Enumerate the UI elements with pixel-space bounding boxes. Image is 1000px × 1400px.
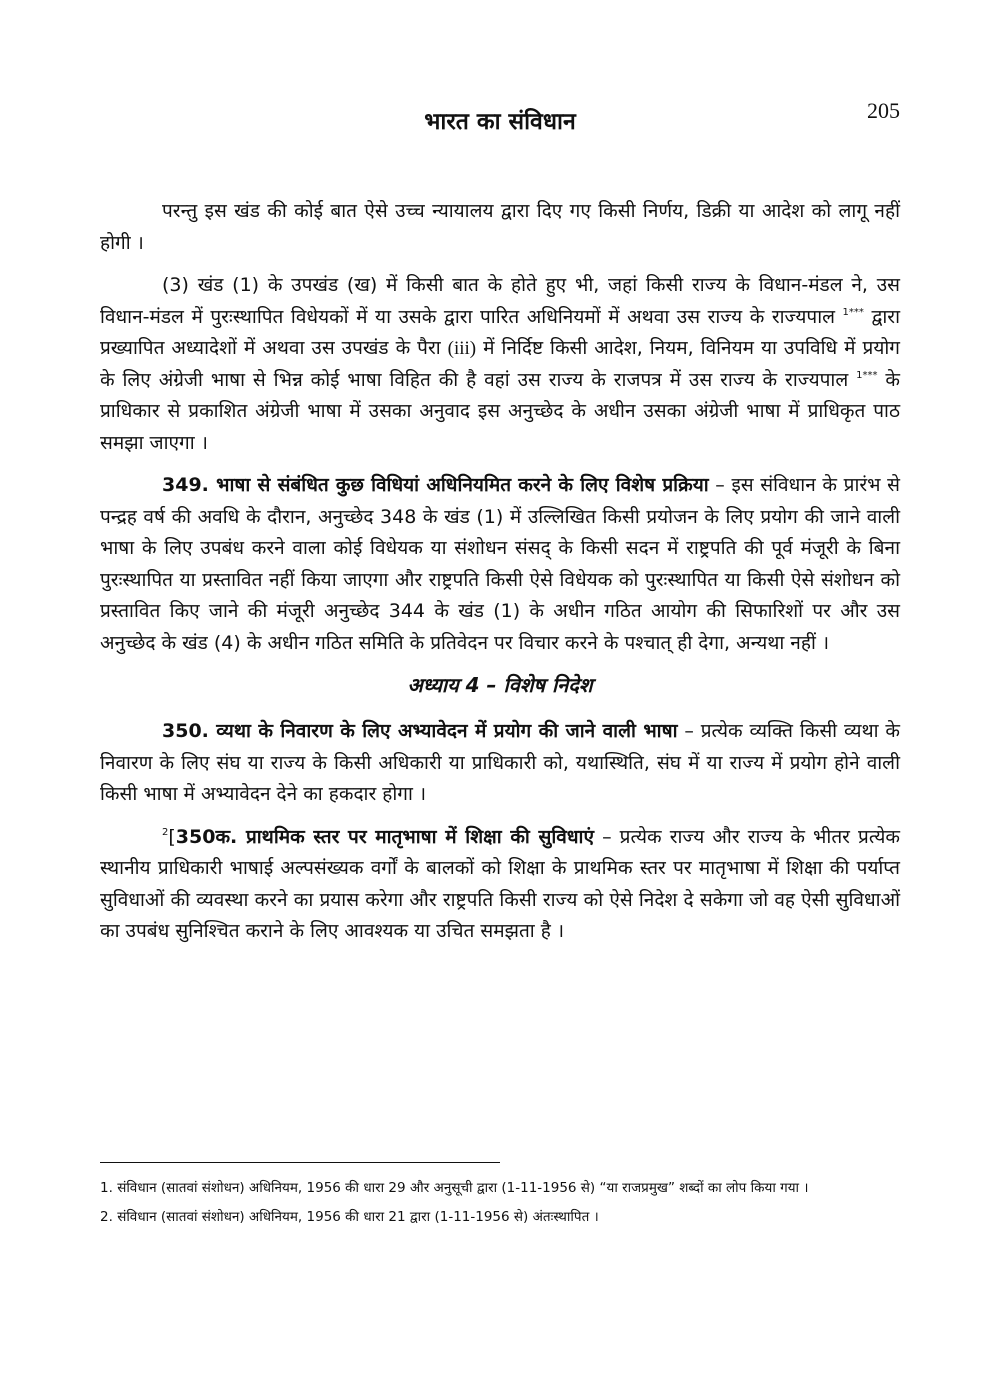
proviso-paragraph: परन्तु इस खंड की कोई बात ऐसे उच्च न्यायालय द्वारा दिए गए किसी निर्णय, डिक्री या आदेश को लागू नहीं होगी ।	[100, 200, 900, 254]
article-350a-heading: 350क. प्राथमिक स्तर पर मातृभाषा में शिक्षा की सुविधाएं	[175, 825, 594, 848]
article-350a-bracket: [	[168, 825, 176, 848]
footnote-ref-1a: 1***	[842, 306, 864, 318]
footnote-text: संविधान (सातवां संशोधन) अधिनियम, 1956 की धारा 21 द्वारा (1-11-1956 से) अंतःस्थापित ।	[117, 1209, 599, 1225]
article-350a-text: प्रत्येक राज्य और राज्य के भीतर प्रत्येक स्थानीय प्राधिकारी भाषाई अल्पसंख्यक वर्गों के बालकों को शिक्षा के प्राथमिक स्तर पर मातृभाषा में शिक्षा की पर्याप्त सुविधाओं की व्यवस्था करने का प्रयास करेगा और राष्ट्रपति किसी राज्य को ऐसे निदेश दे सकेगा जो वह ऐसी सुविधाओं का उपबंध सुनिश्चित कराने के लिए आवश्यक या उचित समझता है ।	[100, 825, 900, 942]
page-number: 205	[867, 98, 900, 123]
clause-3-text-b: द्वारा प्रख्यापित अध्यादेशों में अथवा उस उपखंड के पैरा	[100, 305, 900, 359]
footnote-number: 1.	[100, 1180, 113, 1196]
footnote-1	[100, 1176, 900, 1201]
footnote-2	[100, 1205, 900, 1230]
article-350a-dash: –	[593, 825, 620, 848]
article-349-dash: –	[708, 474, 732, 496]
page-body	[100, 196, 900, 959]
article-350-dash: –	[677, 720, 701, 742]
article-349-text: इस संविधान के प्रारंभ से पन्द्रह वर्ष की अवधि के दौरान, अनुच्छेद 348 के खंड (1) में उल्लिखित किसी प्रयोजन के लिए प्रयोग की जाने वाली भाषा के लिए उपबंध करने वाला कोई विधेयक या संशोधन संसद् के किसी सदन में राष्ट्रपति की पूर्व मंजूरी के बिना पुरःस्थापित या प्रस्तावित नहीं किया जाएगा और राष्ट्रपति किसी ऐसे विधेयक को पुरःस्थापित या किसी ऐसे संशोधन को प्रस्तावित किए जाने की मंजूरी अनुच्छेद 344 के खंड (1) के अधीन गठित आयोग की सिफारिशों पर और उस अनुच्छेद के खंड (4) के अधीन गठित समिति के प्रतिवेदन पर विचार करने के पश्चात् ही देगा, अन्यथा नहीं ।	[100, 474, 901, 654]
article-350a-paragraph	[100, 822, 900, 948]
article-349-heading: 349. भाषा से संबंधित कुछ विधियां अधिनियमित करने के लिए विशेष प्रक्रिया	[162, 474, 709, 496]
footnote-ref-1b: 1***	[856, 369, 878, 381]
footnote-ref-2: 2	[162, 826, 169, 838]
page-header	[100, 98, 900, 148]
clause-3-text-c: में निर्दिष्ट किसी आदेश, नियम, विनियम या उपविधि में प्रयोग के लिए अंग्रेजी भाषा से भिन्न कोई भाषा विहित की है वहां उस राज्य के राजपत्र में उस राज्य के राज्यपाल	[100, 337, 900, 391]
page-title: भारत का संविधान	[424, 109, 576, 135]
clause-3-text-a: (3) खंड (1) के उपखंड (ख) में किसी बात के होते हुए भी, जहां किसी राज्य के विधान-मंडल ने, उस विधान-मंडल में पुरःस्थापित विधेयकों में या उसके द्वारा पारित अधिनियमों में अथवा उस राज्य के राज्यपाल	[100, 274, 900, 328]
article-349-paragraph	[100, 470, 900, 659]
document-page	[100, 0, 900, 1400]
article-350-paragraph	[100, 716, 900, 811]
article-350-text: प्रत्येक व्यक्ति किसी व्यथा के निवारण के लिए संघ या राज्य के किसी अधिकारी या प्राधिकारी को, यथास्थिति, संघ में या राज्य में प्रयोग होने वाली किसी भाषा में अभ्यावेदन देने का हकदार होगा ।	[100, 720, 900, 805]
chapter-heading: अध्याय 4 – विशेष निदेश	[407, 673, 593, 697]
clause-3-text-d: के प्राधिकार से प्रकाशित अंग्रेजी भाषा में उसका अनुवाद इस अनुच्छेद के अधीन उसका अंग्रेजी भाषा में प्राधिकृत पाठ समझा जाएगा ।	[100, 368, 900, 454]
footnote-number: 2.	[100, 1209, 113, 1225]
footnotes	[100, 1176, 900, 1234]
footnote-text: संविधान (सातवां संशोधन) अधिनियम, 1956 की धारा 29 और अनुसूची द्वारा (1-11-1956 से) “या राजप्रमुख” शब्दों का लोप किया गया ।	[117, 1180, 809, 1196]
clause-3-paragraph	[100, 270, 900, 459]
footnote-divider	[100, 1162, 500, 1163]
article-350-heading: 350. व्यथा के निवारण के लिए अभ्यावेदन में प्रयोग की जाने वाली भाषा	[162, 720, 678, 742]
clause-3-roman: (iii)	[447, 338, 477, 359]
